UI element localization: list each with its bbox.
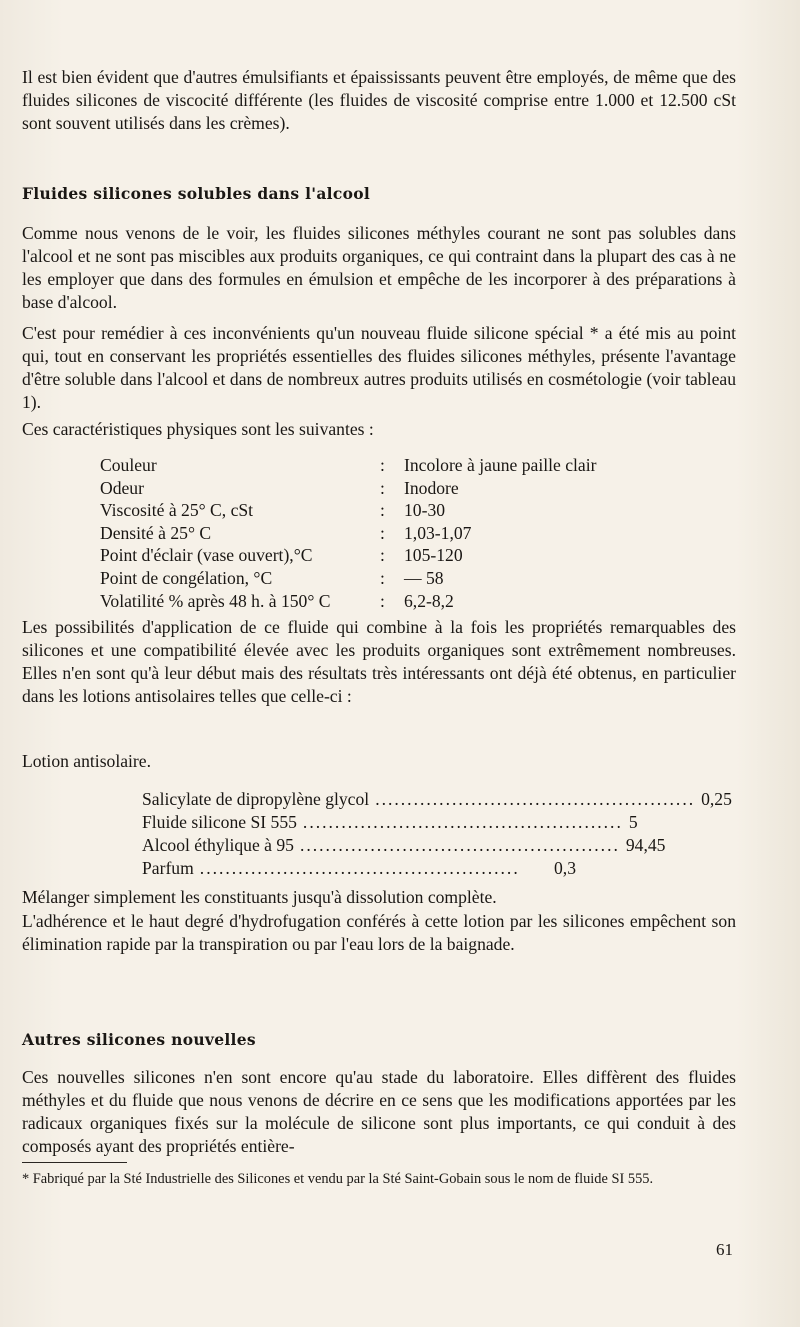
list-item: Salicylate de dipropylène glycol .................................................. 0,25 <box>142 789 732 809</box>
properties-table <box>100 454 596 612</box>
table-row: Densité à 25° C : 1,03-1,07 <box>100 522 472 543</box>
list-item: Alcool éthylique à 95 .................................................. 94,45 <box>142 835 666 855</box>
table-row: Point d'éclair (vase ouvert),°C : 105-120 <box>100 545 463 566</box>
section-heading-other: Autres silicones nouvelles <box>22 1030 256 1049</box>
paragraph-mix: Mélanger simplement les constituants jusqu'à dissolution complète. <box>22 887 497 907</box>
paragraph-soluble-2: C'est pour remédier à ces inconvénients qu'un nouveau fluide silicone spécial * a été mis au point qui, tout en conservant les propriétés essentielles des fluides silicones méthyles, présente l'avantage d'être soluble dans l'alcool et dans de nombreux autres produits utilisés en cosmétologie (voir tableau 1). <box>22 323 736 412</box>
table-row: Volatilité % après 48 h. à 150° C : 6,2-8,2 <box>100 590 454 611</box>
paragraph-intro: Il est bien évident que d'autres émulsifiants et épaississants peuvent être employés, de même que des fluides silicones de viscocité différente (les fluides de viscosité comprise entre 1.000 et 12.500 cSt sont souvent utilisés dans les crèmes). <box>22 67 736 133</box>
footnote: * Fabriqué par la Sté Industrielle des Silicones et vendu par la Sté Saint-Gobain sous le nom de fluide SI 555. <box>22 1171 654 1187</box>
recipe-list <box>142 788 732 880</box>
section-heading-soluble: Fluides silicones solubles dans l'alcool <box>22 184 371 203</box>
list-item: Fluide silicone SI 555 .................................................. 5 <box>142 812 638 832</box>
table-row: Viscosité à 25° C, cSt : 10-30 <box>100 500 446 521</box>
page-number: 61 <box>716 1240 733 1259</box>
paragraph-other-silicones: Ces nouvelles silicones n'en sont encore qu'au stade du laboratoire. Elles diffèrent des fluides méthyles et du fluide que nous venons de décrire en ce sens que les modifications apportées par les radicaux organiques fixés sur la molécule de silicone sont plus importants, ce qui conduit à des composés ayant des propriétés entière- <box>22 1067 736 1156</box>
table-row: Odeur : Inodore <box>100 477 459 498</box>
paragraph-applications: Les possibilités d'application de ce fluide qui combine à la fois les propriétés remarquables des silicones et une compatibilité élevée avec les produits organiques sont extrêmement nombreuses. Elles n'en sont qu'à leur début mais des résultats très intéressants ont déjà été obtenus, en particulier dans les lotions antisolaires telles que celle-ci : <box>22 617 736 706</box>
list-item: Parfum .................................................. 0,3 <box>142 858 576 878</box>
table-row: Point de congélation, °C : — 58 <box>100 567 444 588</box>
recipe-title: Lotion antisolaire. <box>22 751 151 771</box>
paragraph-adherence: L'adhérence et le haut degré d'hydrofugation conférés à cette lotion par les silicones empêchent son élimination rapide par la transpiration ou par l'eau lors de la baignade. <box>22 911 736 954</box>
table-row: Couleur : Incolore à jaune paille clair <box>100 455 597 475</box>
paragraph-soluble-1: Comme nous venons de le voir, les fluides silicones méthyles courant ne sont pas solubles dans l'alcool et ne sont pas miscibles aux produits organiques, ce qui contraint dans la plupart des cas à ne les employer que dans des formules en émulsion et empêche de les incorporer à des préparations à base d'alcool. <box>22 223 736 312</box>
footnote-divider <box>22 1162 127 1163</box>
paragraph-characteristics: Ces caractéristiques physiques sont les suivantes : <box>22 419 374 439</box>
